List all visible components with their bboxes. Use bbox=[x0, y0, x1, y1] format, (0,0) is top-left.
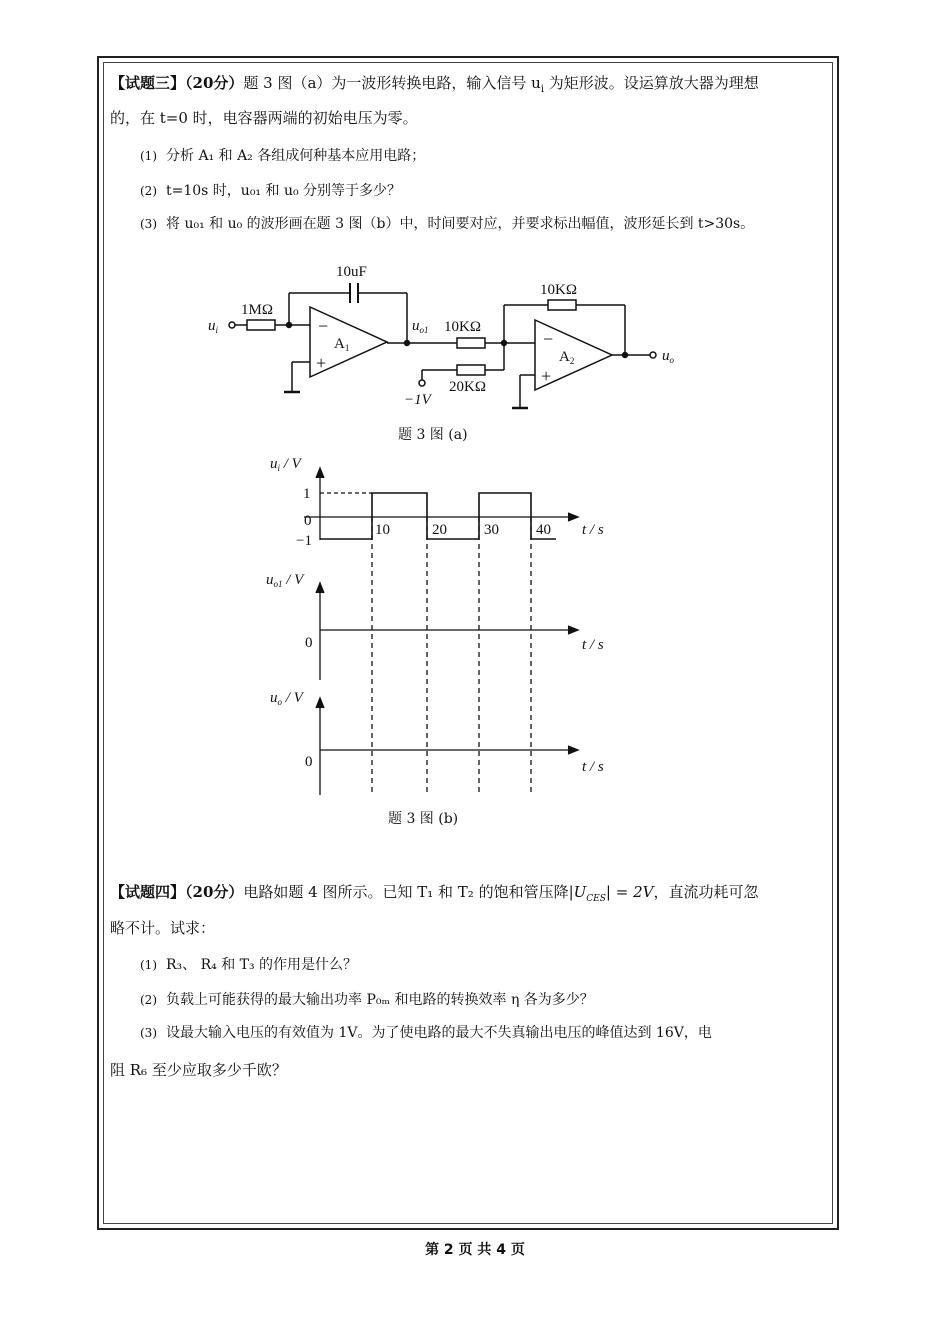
q4-item-3: (3) 设最大输入电压的有效值为 1V。为了使电路的最大不失真输出电压的峰值达到 16V，电 bbox=[140, 1025, 712, 1041]
A2-minus: − bbox=[543, 329, 554, 349]
q3-item-2: (2) t=10s 时，u₀₁ 和 u₀ 分别等于多少？ bbox=[140, 183, 402, 199]
A1-minus: − bbox=[318, 316, 329, 336]
q4-item-2: (2) 负载上可能获得的最大输出功率 P₀ₘ 和电路的转换效率 η 各为多少？ bbox=[140, 992, 594, 1008]
q4-line2: 略不计。试求： bbox=[110, 919, 216, 937]
ui-tick-neg1: −1 bbox=[296, 533, 312, 549]
uo-tick-0: 0 bbox=[305, 754, 313, 770]
label-A1: $A_1$ bbox=[334, 336, 350, 353]
caption-fig3b: 题 3 图 (b) bbox=[388, 811, 459, 827]
t-tick-30: 30 bbox=[484, 522, 499, 538]
q4-line-last: 阻 R₆ 至少应取多少千欧？ bbox=[110, 1061, 287, 1079]
label-A2: $A_2$ bbox=[559, 349, 575, 366]
label-uo1: $u_{o1}$ bbox=[412, 318, 429, 335]
A2-plus: + bbox=[541, 366, 552, 386]
ui-t-label: t / s bbox=[582, 522, 604, 538]
uo-axis-label: $u_o$ / V bbox=[270, 690, 303, 707]
t-tick-10: 10 bbox=[375, 522, 390, 538]
label-r-fb: 10KΩ bbox=[540, 282, 577, 298]
uo1-t-label: t / s bbox=[582, 637, 604, 653]
bias-terminal bbox=[419, 380, 425, 386]
q3-line2: 的，在 t=0 时，电容器两端的初始电压为零。 bbox=[110, 109, 418, 127]
uo-t-label: t / s bbox=[582, 759, 604, 775]
output-terminal bbox=[650, 352, 656, 358]
page-footer: 第 2 页 共 4 页 bbox=[425, 1242, 525, 1258]
q4-item-1: (1) R₃、 R₄ 和 T₃ 的作用是什么？ bbox=[140, 957, 358, 973]
input-terminal bbox=[229, 322, 235, 328]
q4-formula: $|U_{CES}| = 2V$ bbox=[568, 883, 654, 904]
A1-plus: + bbox=[316, 353, 327, 373]
ui-axis-label: $u_i$ / V bbox=[270, 456, 301, 473]
uo1-axis-label: $u_{o1}$ / V bbox=[266, 572, 304, 589]
label-r-mid: 10KΩ bbox=[444, 319, 481, 335]
q4-header: 【试题四】（20分） bbox=[110, 883, 244, 901]
uo1-tick-0: 0 bbox=[305, 635, 313, 651]
resistor-10K-series bbox=[457, 338, 485, 348]
q3-header: 【试题三】（20分） bbox=[110, 74, 244, 92]
resistor-1M bbox=[247, 320, 275, 330]
q3-item-1: (1) 分析 A₁ 和 A₂ 各组成何种基本应用电路； bbox=[140, 148, 426, 164]
label-uo: $u_o$ bbox=[662, 348, 674, 365]
label-r-bias: 20KΩ bbox=[449, 379, 486, 395]
label-ui: $u_i$ bbox=[208, 318, 219, 335]
q3-item-3: (3) 将 u₀₁ 和 u₀ 的波形画在题 3 图（b）中，时间要对应，并要求标出幅值，波形延长到 t>30s。 bbox=[140, 216, 755, 232]
t-tick-40: 40 bbox=[536, 522, 551, 538]
q4-line1: 【试题四】（20分）电路如题 4 图所示。已知 T₁ 和 T₂ 的饱和管压降$|U_{CES}| = 2V$，直流功耗可忽 bbox=[110, 883, 759, 904]
label-bias-v: −1V bbox=[404, 392, 431, 408]
label-capacitor: 10uF bbox=[336, 264, 367, 280]
ui-tick-1: 1 bbox=[303, 486, 311, 502]
resistor-20K bbox=[457, 365, 485, 375]
t-tick-20: 20 bbox=[432, 522, 447, 538]
q3-line1: 【试题三】（20分）题 3 图（a）为一波形转换电路，输入信号 $u_i$ 为矩形波。设运算放大器为理想 bbox=[110, 74, 759, 95]
label-r-in: 1MΩ bbox=[241, 302, 273, 318]
ui-tick-0: 0 bbox=[304, 513, 312, 529]
caption-fig3a: 题 3 图 (a) bbox=[398, 427, 468, 443]
resistor-10K-feedback bbox=[548, 300, 576, 310]
